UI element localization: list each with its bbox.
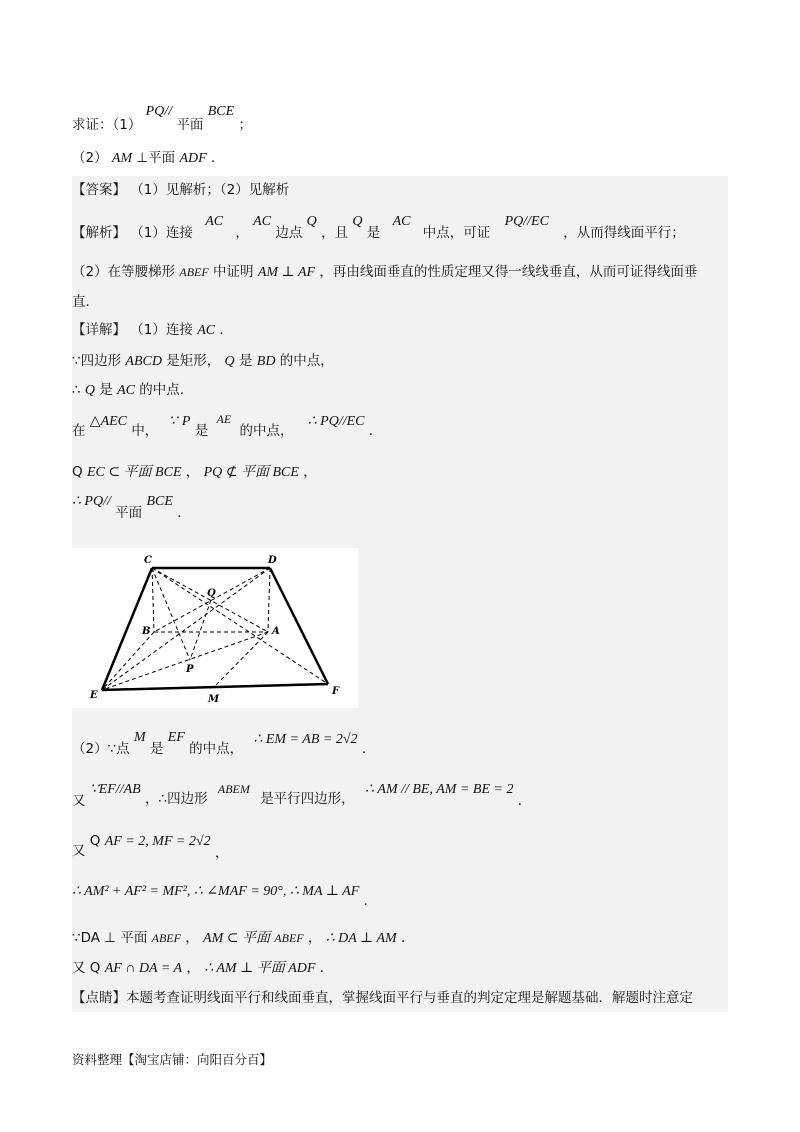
part2-l5e: ABEF [274,931,304,945]
detail-d6b: 平面 [115,505,143,521]
detail-ac3: AC [117,383,135,398]
part2-l5g: ∴ DA ⊥ AM [325,931,397,946]
detail-line-5 [72,462,317,483]
part2-l3b: Q [89,833,101,849]
analysis-abef: ABEF [179,265,209,279]
analysis-l2b: 中证明 [213,264,254,280]
part2-l2e: ∴ AM // BE, AM = BE = 2 [364,782,514,797]
detail-d2a: ∵四边形 [72,353,122,369]
answer-label: 【答案】 [72,182,126,198]
analysis-l3: 直． [72,294,99,310]
analysis-ac3: AC [392,214,411,229]
part2-l1a: （2）∵点 [72,741,130,757]
line-cb [152,568,154,632]
part2-l1c: 的中点， [189,741,244,757]
detail-d4e: ． [368,423,383,439]
detail-q: Q [224,354,235,369]
detail-p: P [181,414,191,429]
detail-bd: BD [256,354,276,369]
part2-l3d: ， [214,845,229,861]
part2-l6a: 又 [72,960,86,976]
part2-line-1 [72,726,375,760]
analysis-l2a: （2）在等腰梯形 [72,264,176,280]
part2-ef: EF [167,730,185,745]
label-b: B [142,626,151,637]
line-db [154,568,270,632]
analysis-mid: 中点，可证 [422,225,491,241]
part2-l6d: ， [186,960,200,976]
detail-dot: ． [219,322,233,338]
detail-line-6 [72,490,191,524]
part2-line-3 [72,826,228,860]
detail-d6c: BCE [146,494,173,509]
detail-label: 【详解】 [72,322,126,338]
part2-l5a: ∵DA ⊥ 平面 [72,930,148,946]
detail-d2d: 的中点， [279,353,334,369]
part2-l5h: ． [400,930,415,946]
q2-end: ． [210,150,225,166]
analysis-line-1 [72,212,685,242]
analysis-p1: （1）连接 [130,225,193,241]
analysis-ac: AC [205,214,224,229]
part2-line-6 [72,958,333,979]
q2-num: （2） [72,150,108,166]
line-cf [152,568,328,684]
prove-line-2 [72,148,224,169]
detail-line-3 [72,380,184,401]
detail-d4c: 是 [194,423,209,439]
analysis-label: 【解析】 [72,225,126,241]
detail-ac: AC [197,323,216,338]
pq-parallel: PQ// [145,104,173,119]
part2-l5d: AM ⊂ 平面 [203,931,270,946]
part2-l2f: ． [517,793,532,809]
detail-q3: Q [84,383,96,398]
part2-l6c: AF ∩ DA = A [104,961,183,976]
part2-l3c: AF = 2, MF = 2√2 [104,834,211,849]
detail-d5c: ， [185,464,200,480]
comment-text: 本题考查证明线面平行和线面垂直，掌握线面平行与垂直的判定定理是解题基础．解题时注意定 [126,990,693,1006]
detail-d5d: PQ ⊄ 平面 BCE [203,465,299,480]
detail-line-2 [72,351,334,372]
part2-m: M [133,730,146,745]
detail-line-1 [72,320,233,341]
label-a: A [272,626,280,637]
label-q: Q [207,588,216,599]
detail-d3b: 是 [99,382,113,398]
detail-d6d: ． [177,505,191,521]
detail-d3a: ∴ [72,382,81,398]
line-am [214,632,268,687]
part2-l4: ∴ AM² + AF² = MF², ∴ ∠MAF = 90°, ∴ MA ⊥ AF [72,884,360,899]
analysis-tail: ，从而得线面平行； [563,225,685,241]
line-cp [152,568,190,660]
q2-am: AM [111,151,133,166]
comment-label: 【点睛】 [72,990,126,1006]
part2-l1b: 是 [149,741,164,757]
footer: 资料整理【淘宝店铺：向阳百分百】 [72,1052,273,1067]
detail-pqec: ∴ PQ//EC [307,414,365,429]
detail-d5e: ， [303,464,317,480]
answer-line [72,180,289,200]
part2-l6f: ． [319,960,334,976]
analysis-line-3 [72,292,99,312]
part2-l1e: ． [361,741,376,757]
part2-l2d: 是平行四边形， [260,791,355,807]
detail-d2b: 是矩形， [166,353,221,369]
part2-l1d: ∴ EM = AB = 2√2 [253,732,358,747]
comment-line [72,988,728,1008]
part2-l2c: ，∴四边形 [145,791,208,807]
label-p: P [186,664,194,675]
analysis-pqec: PQ//EC [504,214,549,229]
part2-l5c: ， [185,930,199,946]
analysis-q: Q [306,214,317,229]
label-m: M [208,694,220,705]
detail-abcd: ABCD [125,354,162,369]
detail-d6a: ∴ PQ// [72,494,111,509]
part2-l4e: ． [363,893,378,909]
analysis-comma: ， [235,225,249,241]
line-da [268,568,270,632]
detail-d5a: Q [72,464,83,480]
label-c: C [144,555,152,566]
plane-word: 平面 [176,117,204,133]
analysis-and: ，且 [321,225,349,241]
detail-d4d: 的中点， [239,423,294,439]
analysis-amaf: AM ⊥ AF [257,265,316,280]
semicolon: ； [238,117,252,133]
detail-line-4 [72,408,382,442]
part2-l3a: 又 [72,843,86,859]
line-ca [152,568,268,632]
analysis-ac2: AC [253,214,272,229]
prove-prefix: 求证：（1） [72,117,142,133]
answer-text: （1）见解析；（2）见解析 [130,182,290,198]
edge-ef [102,684,328,690]
detail-d1: （1）连接 [130,322,193,338]
label-f: F [332,686,340,697]
part2-line-2 [72,776,531,810]
detail-tri: △AEC [89,414,128,429]
part2-l6e: ∴ AM ⊥ 平面 ADF [204,961,316,976]
q2-perp: ⊥平面 [136,150,176,166]
analysis-line-2 [72,262,697,283]
dashed-lines [102,568,328,690]
figure-svg [72,548,358,708]
q2-adf: ADF [179,151,207,166]
detail-d3c: 的中点. [139,382,185,398]
analysis-q2: Q [352,214,363,229]
label-e: E [90,690,98,701]
part2-l5b: ABEF [151,931,181,945]
analysis-l2c: ，再由线面垂直的性质定理又得一线线垂直，从而可证得线面垂 [319,264,698,280]
part2-l2b: ∵EF//AB [89,782,141,797]
geometry-figure [72,548,358,708]
part2-line-4 [72,876,378,909]
analysis-is: 是 [366,225,381,241]
detail-d2c: 是 [238,353,253,369]
plane-bce: BCE [207,104,235,119]
part2-l2a: 又 [72,793,86,809]
detail-d4a: 在 [72,423,86,439]
line-ae [102,632,268,690]
label-d: D [268,555,277,566]
part2-l6b: Q [89,960,101,976]
line-qp [190,600,211,660]
part2-abem: ABEM [217,782,250,796]
part2-l5f: ， [307,930,322,946]
analysis-edge: 边点 [275,225,303,241]
detail-ae: AE [216,412,232,426]
detail-d4b: 中， [131,423,159,439]
prove-line-1 [72,102,252,136]
detail-d5b: EC ⊂ 平面 BCE [86,465,182,480]
detail-because: ∵ [168,414,178,429]
part2-line-5 [72,928,414,949]
